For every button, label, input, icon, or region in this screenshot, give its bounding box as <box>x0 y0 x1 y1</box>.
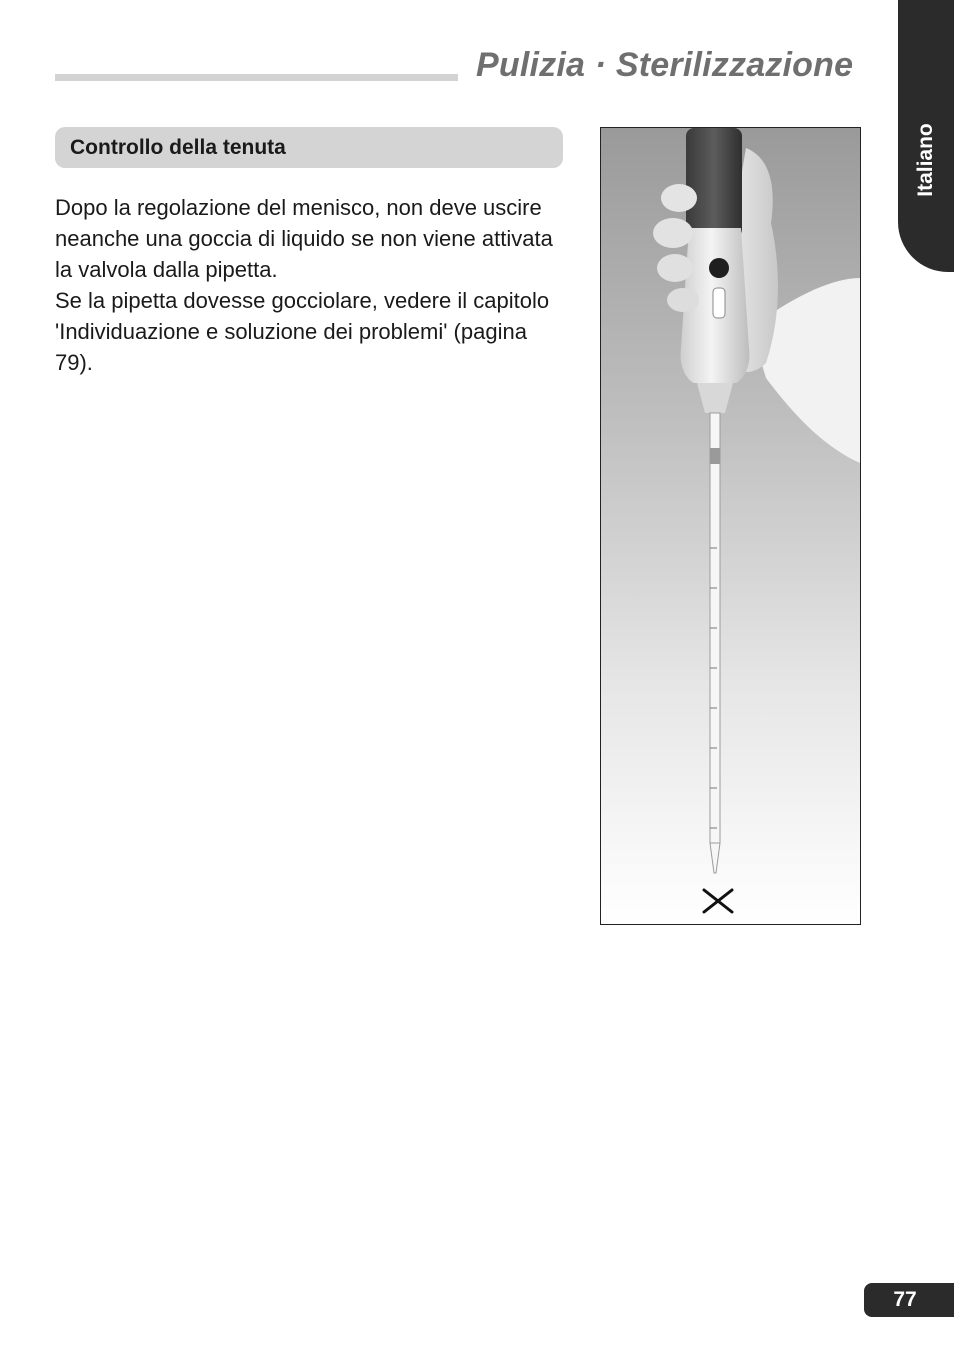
pipette-switch <box>713 288 725 318</box>
section-heading: Controllo della tenuta <box>70 136 286 159</box>
body-text <box>55 192 567 378</box>
pipette-illustration <box>601 128 860 924</box>
pipette-photo <box>600 127 861 925</box>
finger-2 <box>653 218 693 248</box>
finger-4 <box>667 288 699 312</box>
cross-icon <box>704 890 732 912</box>
page-number: 77 <box>893 1288 917 1311</box>
paragraph-2: Se la pipetta dovesse gocciolare, vedere il capitolo 'Individuazione e soluzione dei problemi' (pagina 79). <box>55 288 550 375</box>
pipette-handle <box>686 128 742 238</box>
language-tab-label: Italiano <box>914 123 937 197</box>
header-rule <box>55 74 458 81</box>
pipette-band <box>710 448 720 464</box>
finger-3 <box>657 254 693 282</box>
page-title: Pulizia · Sterilizzazione <box>476 46 854 84</box>
paragraph-1: Dopo la regolazione del menisco, non deve uscire neanche una goccia di liquido se non viene attivata la valvola dalla pipetta. <box>55 195 553 282</box>
finger-1 <box>661 184 697 212</box>
pipette-button <box>709 258 729 278</box>
pipette-tip <box>710 843 720 873</box>
pipette-nose <box>697 383 733 413</box>
